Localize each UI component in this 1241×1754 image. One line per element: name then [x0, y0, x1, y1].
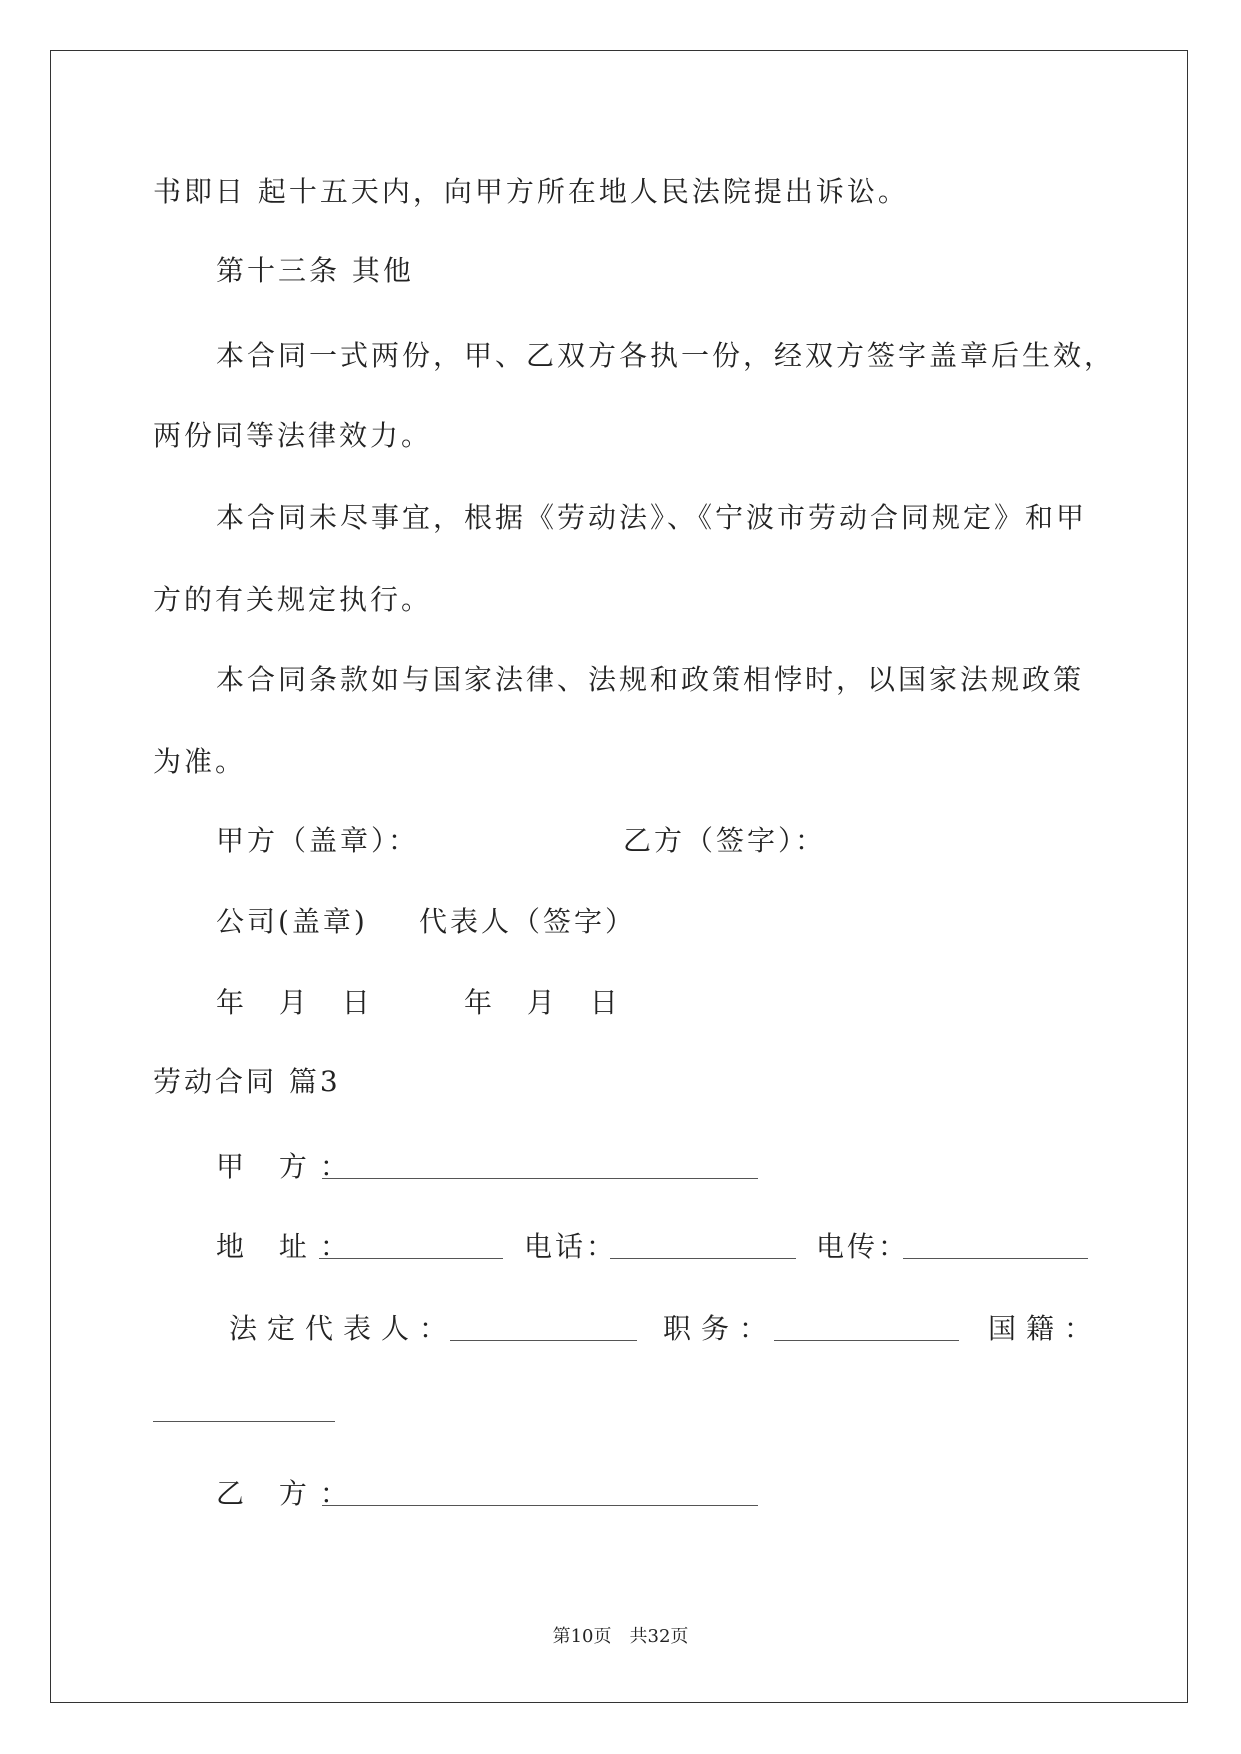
nationality-label: 国籍：: [988, 1312, 1103, 1345]
position-label: 职务：: [663, 1312, 778, 1345]
address-label: 地 址：: [216, 1230, 361, 1263]
representative-sign-label: 代表人（签字）: [419, 905, 637, 938]
page-number: 第10页 共32页: [552, 1626, 689, 1647]
party-b-blank[interactable]: [322, 1505, 758, 1506]
party-a-blank[interactable]: [322, 1178, 758, 1179]
paragraph-line-1: 书即日 起十五天内，向甲方所在地人民法院提出诉讼。: [153, 175, 909, 208]
phone-label: 电话：: [524, 1230, 618, 1263]
legal-rep-blank[interactable]: [450, 1340, 637, 1341]
party-a-seal-label: 甲方（盖章）：: [216, 824, 420, 857]
phone-blank[interactable]: [610, 1258, 796, 1259]
paragraph-line-7: 本合同条款如与国家法律、法规和政策相悖时，以国家法规政策: [216, 663, 1085, 696]
paragraph-line-3: 本合同一式两份，甲、乙双方各执一份，经双方签字盖章后生效，: [216, 339, 1116, 372]
paragraph-line-5: 本合同未尽事宜，根据《劳动法》、《宁波市劳动合同规定》和甲: [216, 501, 1088, 534]
party-b-sign-label: 乙方（签字）：: [623, 824, 827, 857]
address-blank[interactable]: [319, 1258, 503, 1259]
article-title: 第十三条 其他: [216, 254, 414, 287]
paragraph-line-6: 方的有关规定执行。: [153, 583, 433, 616]
section-heading: 劳动合同 篇3: [153, 1065, 341, 1098]
party-b-label: 乙 方：: [216, 1477, 361, 1510]
paragraph-line-4: 两份同等法律效力。: [153, 419, 433, 452]
party-a-label: 甲 方：: [216, 1150, 361, 1183]
date-b: 年 月 日: [464, 986, 631, 1019]
fax-label: 电传：: [816, 1230, 910, 1263]
paragraph-line-8: 为准。: [153, 745, 247, 778]
fax-blank[interactable]: [903, 1258, 1088, 1259]
page-border: [50, 50, 1188, 1703]
date-a: 年 月 日: [216, 986, 383, 1019]
legal-rep-label: 法定代表人：: [229, 1312, 458, 1345]
nationality-blank[interactable]: [153, 1421, 335, 1422]
company-seal-label: 公司(盖章): [216, 905, 368, 938]
position-blank[interactable]: [774, 1340, 959, 1341]
